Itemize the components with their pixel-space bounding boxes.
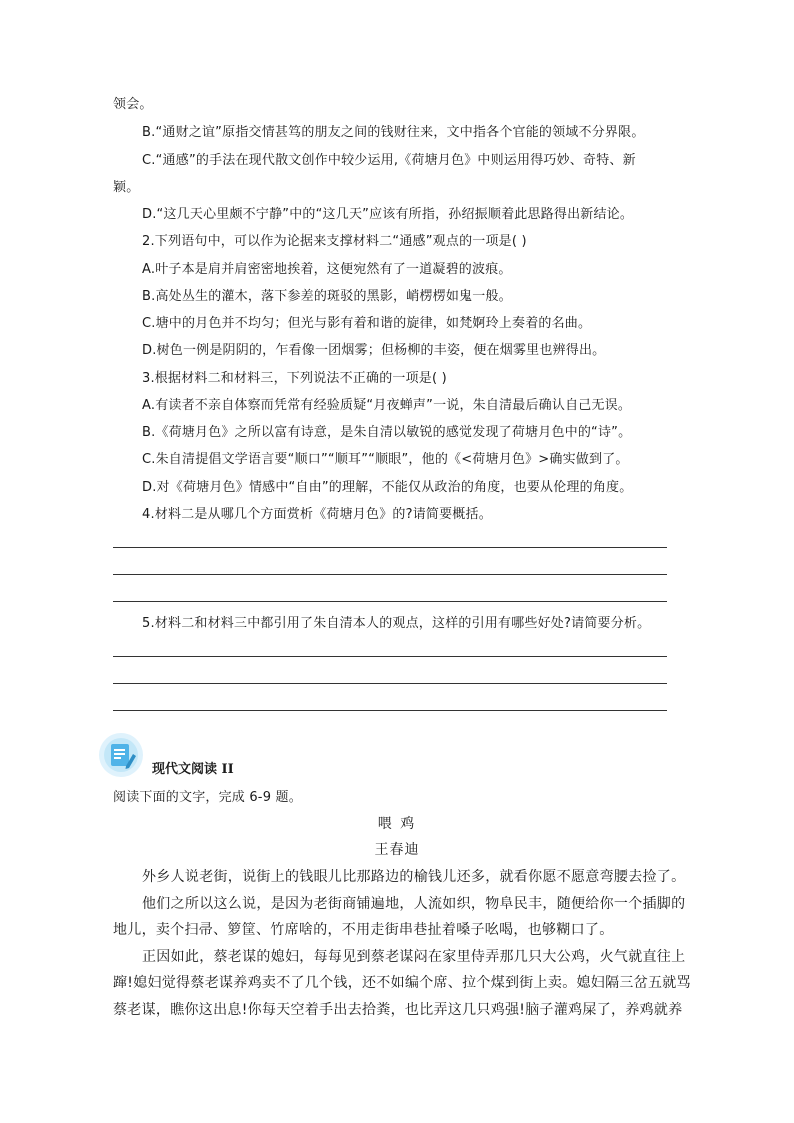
- answer-line[interactable]: [113, 574, 667, 575]
- question-4: 4.材料二是从哪几个方面赏析《荷塘月色》的?请简要概括。: [142, 507, 492, 522]
- question-2-option-c: C.塘中的月色并不均匀；但光与影有着和谐的旋律，如梵婀玲上奏着的名曲。: [142, 316, 592, 331]
- question-3: 3.根据材料二和材料三，下列说法不正确的一项是( ): [142, 371, 447, 386]
- question-2-option-d: D.树色一例是阴阴的，乍看像一团烟雾；但杨柳的丰姿，便在烟雾里也辨得出。: [142, 343, 606, 358]
- question-2: 2.下列语句中，可以作为论据来支撑材料二“通感”观点的一项是( ): [142, 234, 527, 249]
- question-3-option-b: B.《荷塘月色》之所以富有诗意，是朱自清以敏锐的感觉发现了荷塘月色中的“诗”。: [142, 425, 632, 440]
- notebook-pen-icon: [98, 732, 144, 778]
- question-2-option-a: A.叶子本是肩并肩密密地挨着，这便宛然有了一道凝碧的波痕。: [142, 262, 512, 277]
- answer-line[interactable]: [113, 683, 667, 684]
- answer-line[interactable]: [113, 710, 667, 711]
- section-title: 现代文阅读 II: [152, 762, 234, 777]
- reading-instruction: 阅读下面的文字，完成 6-9 题。: [113, 790, 302, 805]
- answer-line[interactable]: [113, 656, 667, 657]
- paragraph-3-cont: 蔡老谋，瞧你这出息!你每天空着手出去拾粪，也比弄这几只鸡强!脑子灌鸡屎了，养鸡就养: [113, 1002, 683, 1018]
- question-3-option-d: D.对《荷塘月色》情感中“自由”的理解，不能仅从政治的角度，也要从伦理的角度。: [142, 480, 633, 495]
- question-2-option-b: B.高处丛生的灌木，落下参差的斑驳的黑影，峭楞楞如鬼一般。: [142, 289, 512, 304]
- option-b: B.“通财之谊”原指交情甚笃的朋友之间的钱财往来，文中指各个官能的领域不分界限。: [142, 125, 645, 140]
- option-c: C.“通感”的手法在现代散文创作中较少运用,《荷塘月色》中则运用得巧妙、奇特、新: [142, 153, 636, 168]
- answer-line[interactable]: [113, 601, 667, 602]
- article-title: 喂 鸡: [377, 816, 417, 832]
- option-c-cont: 颖。: [113, 180, 140, 195]
- paragraph-2-cont: 地儿，卖个扫帚、箩筐、竹席啥的，不用走街串巷扯着嗓子吆喝，也够糊口了。: [113, 922, 614, 938]
- article-author: 王春迪: [374, 842, 420, 858]
- answer-line[interactable]: [113, 547, 667, 548]
- paragraph-3-cont: 蹿!媳妇觉得蔡老谋养鸡卖不了几个钱，还不如编个席、拉个煤到街上卖。媳妇隔三岔五就骂: [113, 975, 691, 991]
- text-line: 领会。: [113, 97, 153, 112]
- question-3-option-a: A.有读者不亲自体察而凭常有经验质疑“月夜蝉声”一说，朱自清最后确认自己无误。: [142, 398, 632, 413]
- paragraph-2: 他们之所以这么说，是因为老街商铺遍地，人流如织，物阜民丰，随便给你一个插脚的: [142, 896, 686, 912]
- question-5: 5.材料二和材料三中都引用了朱自清本人的观点，这样的引用有哪些好处?请简要分析。: [142, 616, 651, 631]
- option-d: D.“这几天心里颇不宁静”中的“这几天”应该有所指，孙绍振顺着此思路得出新结论。: [142, 207, 634, 222]
- paragraph-1: 外乡人说老街，说街上的钱眼儿比那路边的榆钱儿还多，就看你愿不愿意弯腰去捡了。: [142, 869, 686, 885]
- question-3-option-c: C.朱自清提倡文学语言要“顺口”“顺耳”“顺眼”，他的《<荷塘月色》>确实做到了。: [142, 452, 629, 467]
- paragraph-3: 正因如此，蔡老谋的媳妇，每每见到蔡老谋闷在家里侍弄那几只大公鸡，火气就直往上: [142, 949, 686, 965]
